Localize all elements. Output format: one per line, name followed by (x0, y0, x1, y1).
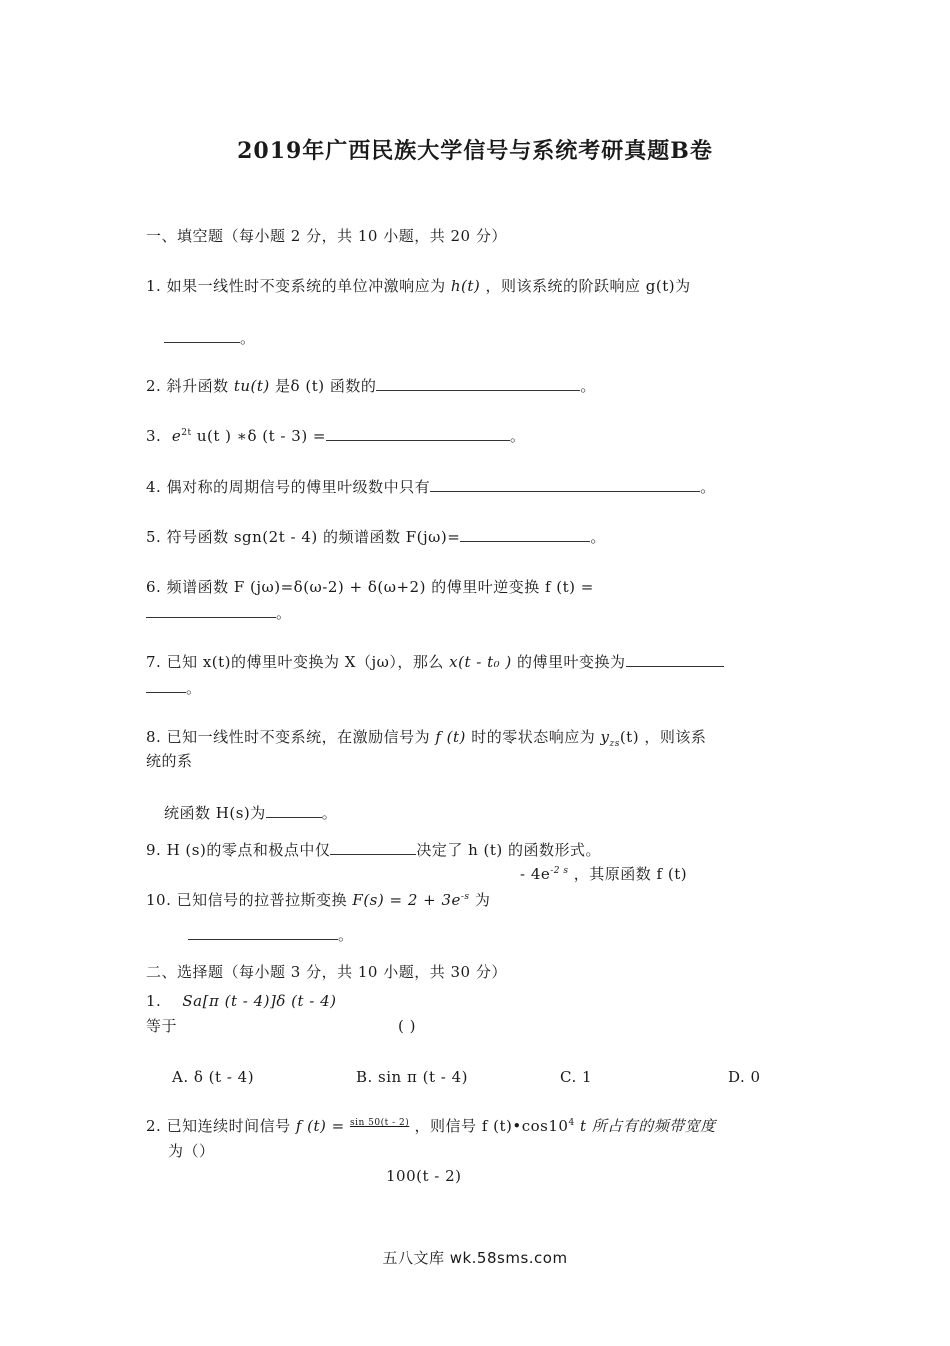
answer-blank[interactable] (146, 603, 276, 618)
fraction-denominator: 100(t - 2) (386, 1167, 462, 1185)
question-8-line3: 统函数 H(s)为 。 (164, 804, 338, 822)
question-6-answer: 。 (146, 603, 292, 623)
choice-question-2-line2: 为（） (168, 1142, 215, 1160)
answer-blank[interactable] (188, 925, 338, 940)
footer-watermark: 五八文库 wk.58sms.com (382, 1249, 568, 1267)
option-a[interactable]: A. δ (t - 4) (172, 1068, 255, 1086)
section-1-heading: 一、填空题（每小题 2 分，共 10 小题，共 20 分） (146, 227, 507, 245)
question-9: 9. H (s)的零点和极点中仅 决定了 h (t) 的函数形式。 (146, 841, 602, 859)
answer-blank[interactable] (460, 527, 590, 542)
question-7: 7. 已知 x(t)的傅里叶变换为 X（jω），那么 x(t - t₀ ) 的傅里叶变换为 (146, 652, 724, 672)
question-1-answer: 。 (164, 328, 256, 348)
choice-question-1-line2: 等于 (146, 1017, 178, 1035)
question-6: 6. 频谱函数 F (jω)=δ(ω-2) + δ(ω+2) 的傅里叶逆变换 f (t) = (146, 578, 594, 596)
option-b[interactable]: B. sin π (t - 4) (356, 1068, 468, 1086)
option-d[interactable]: D. 0 (728, 1068, 761, 1086)
answer-parentheses: ( ) (398, 1017, 416, 1035)
answer-blank[interactable] (330, 840, 416, 855)
page-title: 2019年广西民族大学信号与系统考研真题B卷 (237, 138, 713, 164)
question-7-answer: 。 (146, 678, 202, 698)
answer-blank[interactable] (326, 426, 510, 441)
question-8-line2: 统的系 (146, 752, 193, 770)
answer-blank[interactable] (266, 803, 322, 818)
question-8: 8. 已知一线性时不变系统，在激励信号为 f (t) 时的零状态响应为 $y_{zs}(t)$ ，则该系 (146, 728, 707, 749)
question-1: 1. 如果一线性时不变系统的单位冲激响应为 h(t) ，则该系统的阶跃响应 g(t)为 (146, 277, 691, 295)
answer-blank[interactable] (146, 678, 186, 693)
question-10-answer: 。 (188, 925, 354, 945)
question-10: 10. 已知信号的拉普拉斯变换 $F(s) = 2 + 3e^{-s}$ 为 (146, 891, 491, 909)
fraction-numerator: sin 50(t - 2) (350, 1118, 410, 1128)
section-2-heading: 二、选择题（每小题 3 分，共 10 小题，共 30 分） (146, 963, 507, 981)
question-2: 2. 斜升函数 tu(t) 是δ (t) 函数的 。 (146, 377, 596, 395)
answer-blank[interactable] (626, 652, 724, 667)
answer-blank[interactable] (376, 376, 580, 391)
question-10-upper: - $4e^{-2 s}$ ，其原函数 f (t) (520, 865, 688, 883)
answer-blank[interactable] (164, 328, 240, 343)
answer-blank[interactable] (430, 477, 700, 492)
question-4: 4. 偶对称的周期信号的傅里叶级数中只有 。 (146, 478, 716, 496)
question-5: 5. 符号函数 sgn(2t - 4) 的频谱函数 F(jω)= 。 (146, 528, 606, 546)
question-3: 3. $e^{2t}$ u(t ) ∗δ (t - 3) = 。 (146, 427, 526, 445)
option-c[interactable]: C. 1 (560, 1068, 593, 1086)
choice-question-1: 1. Sa[π (t - 4)]δ (t - 4) (146, 992, 337, 1010)
choice-question-2: 2. 已知连续时间信号 f (t) = $^{sin 50(t - 2)}$ ，则信号 f $(t)•\cos 10^4$ t 所占有的频带宽度 (146, 1117, 716, 1135)
